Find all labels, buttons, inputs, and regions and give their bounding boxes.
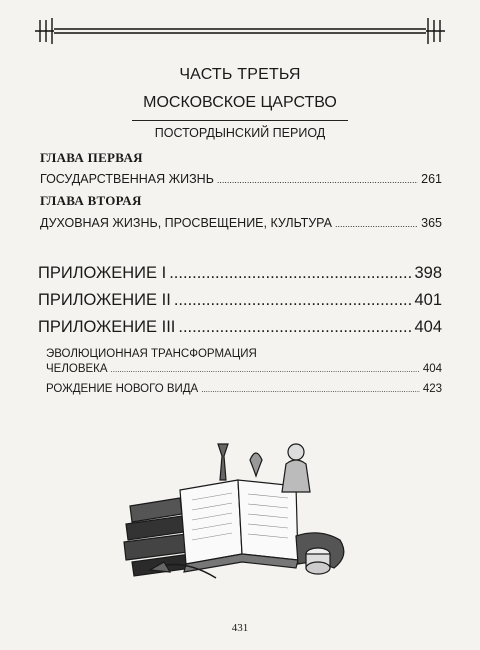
chapter-2-title: ДУХОВНАЯ ЖИЗНЬ, ПРОСВЕЩЕНИЕ, КУЛЬТУРА: [40, 216, 332, 230]
header-ornament: [32, 16, 448, 46]
appendix-1-page: 398: [414, 264, 442, 282]
chapter-2-page: 365: [421, 216, 442, 230]
subentry-2-entry[interactable]: [46, 383, 442, 395]
appendix-2-title: ПРИЛОЖЕНИЕ II: [38, 291, 171, 309]
appendix-3-entry[interactable]: [38, 318, 442, 337]
leader-dots: [335, 219, 418, 229]
leader-dots: [169, 264, 411, 283]
subentry-1-line2: ЧЕЛОВЕКА: [46, 363, 108, 375]
subentry-1-entry[interactable]: [46, 363, 442, 375]
appendix-2-entry[interactable]: [38, 291, 442, 310]
leader-dots: [201, 385, 420, 394]
chapter-1-title: ГОСУДАРСТВЕННАЯ ЖИЗНЬ: [40, 172, 214, 186]
subentry-1-page: 404: [422, 363, 442, 375]
books-engraving-illustration: [120, 436, 360, 586]
subtitle-rule: [132, 120, 348, 121]
appendix-1-entry[interactable]: [38, 264, 442, 283]
subentry-2-title: РОЖДЕНИЕ НОВОГО ВИДА: [46, 383, 199, 395]
leader-dots: [174, 291, 412, 310]
appendix-2-page: 401: [414, 291, 442, 309]
page-number: 431: [231, 622, 249, 634]
part-subtitle: МОСКОВСКОЕ ЦАРСТВО: [143, 94, 337, 111]
period-title: ПОСТОРДЫНСКИЙ ПЕРИОД: [154, 126, 326, 140]
subentry-2-page: 423: [422, 383, 442, 395]
leader-dots: [178, 318, 411, 337]
chapter-2-heading: ГЛАВА ВТОРАЯ: [40, 193, 142, 208]
appendix-1-title: ПРИЛОЖЕНИЕ I: [38, 264, 167, 282]
part-title: ЧАСТЬ ТРЕТЬЯ: [179, 66, 301, 83]
leader-dots: [111, 365, 420, 374]
appendix-3-page: 404: [414, 318, 442, 336]
chapter-1-page: 261: [421, 172, 442, 186]
appendix-3-title: ПРИЛОЖЕНИЕ III: [38, 318, 176, 336]
chapter-1-heading: ГЛАВА ПЕРВАЯ: [40, 150, 143, 165]
leader-dots: [217, 175, 418, 185]
chapter-1-entry[interactable]: [40, 172, 442, 186]
subentry-1-line1: ЭВОЛЮЦИОННАЯ ТРАНСФОРМАЦИЯ: [46, 348, 257, 360]
chapter-2-entry[interactable]: [40, 216, 442, 230]
